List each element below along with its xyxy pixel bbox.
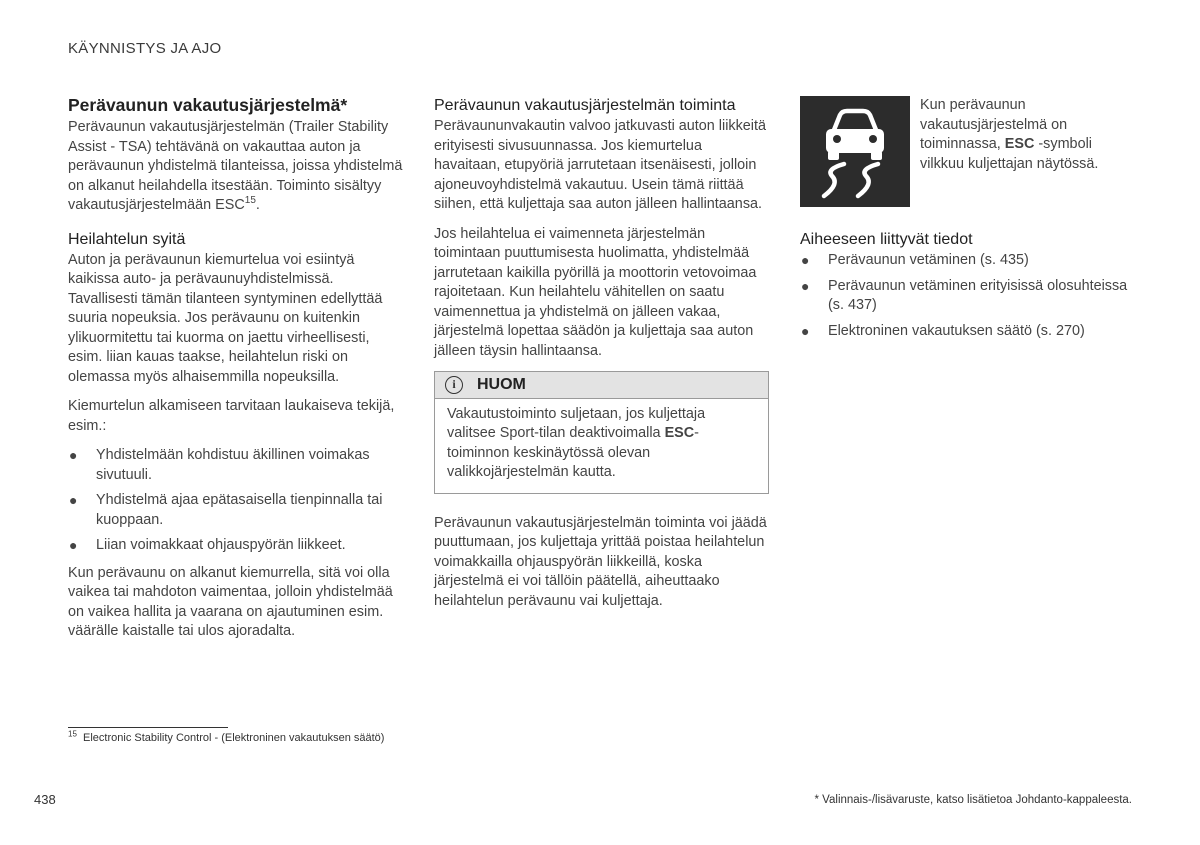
bullet-icon: ● bbox=[801, 252, 810, 268]
function-paragraph-2: Jos heilahtelua ei vaimenneta järjestelmän toimintaan puuttumisesta huolimatta, yhdistelmää jarrutetaan kaikilla pyörillä ja moottorin vetovoimaa rajoitetaan. Kun heilahtelu vähitellen on saatu vaimennettua ja yhdistelmä on jälleen vakaa, järjestelmä lopettaa säädön ja kuljettaja saa auton jälleen täysin hallintaansa. bbox=[434, 225, 757, 359]
intro-paragraph bbox=[68, 118, 403, 216]
esc-label: ESC bbox=[1004, 136, 1035, 152]
footnote-ref[interactable]: 15 bbox=[244, 195, 256, 207]
main-title: Perävaunun vakautusjärjestelmä* bbox=[68, 95, 348, 115]
footnote-divider bbox=[68, 727, 228, 728]
note-title: HUOM bbox=[477, 376, 526, 393]
footer-note: * Valinnais-/lisävaruste, katso lisätietoa Johdanto-kappaleesta. bbox=[814, 794, 1132, 806]
info-icon: i bbox=[445, 376, 463, 394]
bullet-icon: ● bbox=[801, 277, 810, 294]
esc-label: ESC bbox=[664, 425, 695, 441]
section-header: KÄYNNISTYS JA AJO bbox=[68, 40, 222, 57]
bullet-icon: ● bbox=[69, 492, 78, 508]
trigger-paragraph: Kiemurtelun alkamiseen tarvitaan laukaiseva tekijä, esim.: bbox=[68, 398, 395, 434]
bullet-icon: ● bbox=[69, 447, 78, 463]
esc-skid-icon bbox=[800, 96, 910, 207]
sway-paragraph: Kun perävaunu on alkanut kiemurrella, sitä voi olla vaikea tai mahdoton vaimentaa, jolloin yhdistelmää on vaikea hallita ja vaarana on ajautuminen esim. väärälle kaistalle tai ulos ajoradalta. bbox=[68, 564, 393, 639]
trigger-list bbox=[68, 446, 403, 556]
footnote-number: 15 bbox=[68, 729, 77, 739]
function-paragraph-3: Perävaunun vakautusjärjestelmän toiminta voi jäädä puuttumaan, jos kuljettaja yrittää poistaa heilahtelun voimakkailla ohjauspyörän liikkeillä, koska järjestelmä ei voi tällöin päätellä, aiheuttaako heilahtelun perävaunu vai kuljettaja. bbox=[434, 514, 767, 609]
function-paragraph-1: Perävaununvakautin valvoo jatkuvasti auton liikkeitä erityisesti sivusuunnassa. Jos kiemurtelua havaitaan, etupyöriä jarrutetaan itsenäisesti, jolloin ajoneuvoyhdistelmä vakautuu. Usein tämä riittää siihen, että kuljettaja saa auton jälleen hallintaansa. bbox=[434, 118, 766, 212]
subheading-causes: Heilahtelun syitä bbox=[68, 230, 186, 248]
column-middle bbox=[434, 96, 769, 621]
related-link[interactable]: ● Perävaunun vetäminen (s. 435) bbox=[800, 251, 1135, 271]
intro-end: . bbox=[255, 197, 260, 213]
note-body: Vakautustoiminto suljetaan, jos kuljettaja valitsee Sport-tilan deaktivoimalla ESC-toiminnon keskinäytössä olevan valikkojärjestelmän kautta. bbox=[447, 405, 706, 480]
column-left bbox=[68, 94, 403, 652]
related-info bbox=[800, 230, 1135, 349]
related-heading: Aiheeseen liittyvät tiedot bbox=[800, 231, 973, 248]
note-box bbox=[434, 371, 769, 494]
causes-paragraph: Auton ja perävaunun kiemurtelua voi esiintyä kaikissa auto- ja perävaunuyhdistelmissä. Tavallisesti tämän tilanteen syntyminen edellyttää suuria nopeuksia. Jos perävaunu on kuitenkin ylikuormitettu tai kuorma on jaettu virheellisesti, esim. liian kauas taakse, heilahtelun riski on olemassa myös alhaisemmilla nopeuksilla. bbox=[68, 251, 383, 385]
list-item: ● Liian voimakkaat ohjauspyörän liikkeet. bbox=[68, 536, 403, 556]
intro-text: Perävaunun vakautusjärjestelmän (Trailer Stability Assist - TSA) tehtävänä on vakauttaa auton ja perävaunun yhdistelmä tilanteissa, joissa yhdistelmä on alkanut heilahdella itsestään. Toiminto sisältyy vakautusjärjestelmään ESC bbox=[68, 119, 403, 213]
bullet-icon: ● bbox=[801, 322, 810, 339]
note-header bbox=[435, 372, 768, 399]
related-list bbox=[800, 251, 1135, 341]
list-item: ● Yhdistelmä ajaa epätasaisella tienpinnalla tai kuoppaan. bbox=[69, 492, 383, 528]
function-heading: Perävaunun vakautusjärjestelmän toiminta bbox=[434, 97, 736, 114]
related-link[interactable]: ● Perävaunun vetäminen erityisissä olosuhteissa (s. 437) bbox=[801, 277, 1128, 313]
bullet-icon: ● bbox=[69, 537, 78, 553]
footnote-text: Electronic Stability Control - (Elektroninen vakautuksen säätö) bbox=[83, 732, 385, 744]
icon-caption: Kun perävaunun vakautusjärjestelmä on toiminnassa, ESC -symboli vilkkuu kuljettajan näytössä. bbox=[920, 97, 1099, 172]
page-number: 438 bbox=[34, 792, 56, 807]
related-link[interactable]: ● Elektroninen vakautuksen säätö (s. 270) bbox=[800, 322, 1135, 342]
footnote bbox=[68, 729, 385, 744]
list-item: ● Yhdistelmään kohdistuu äkillinen voimakas sivutuuli. bbox=[69, 447, 370, 483]
